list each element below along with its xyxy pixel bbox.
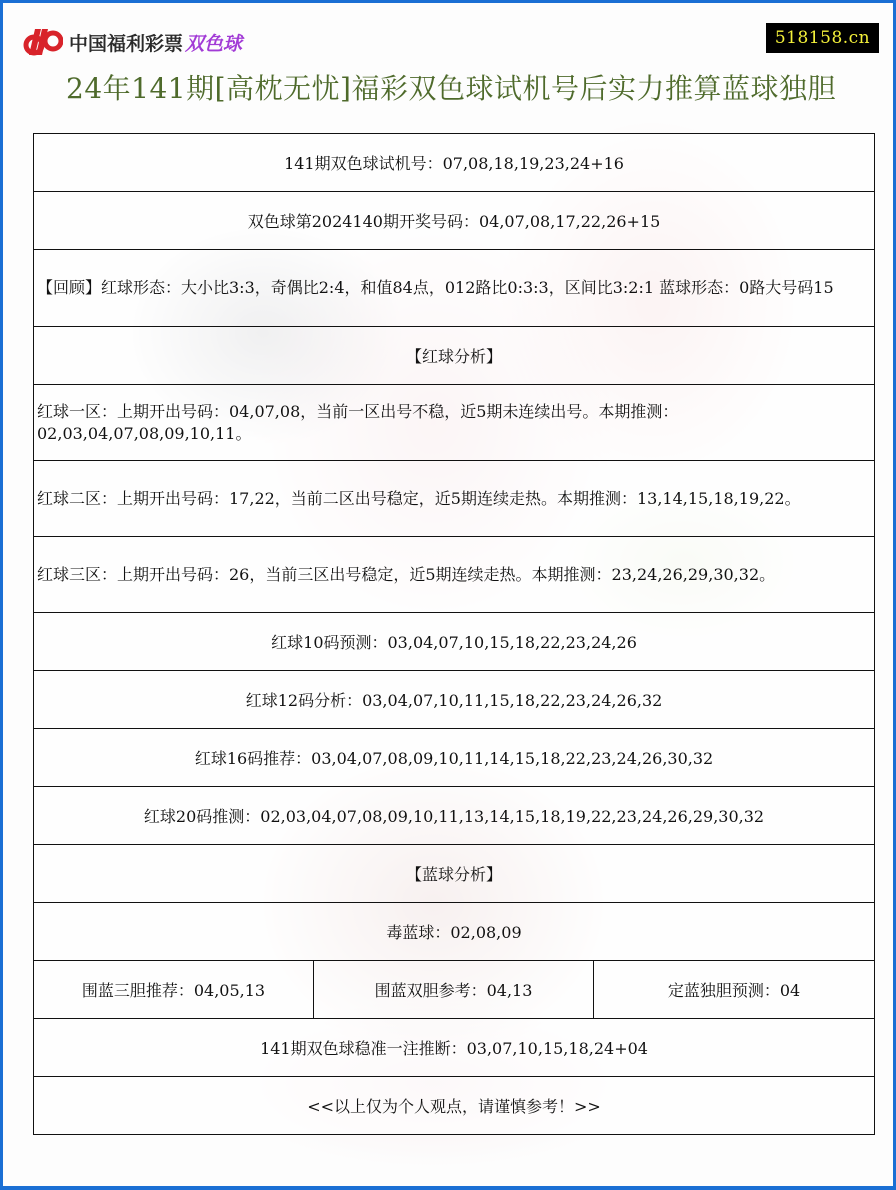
table-row (34, 327, 875, 385)
table-row (34, 903, 875, 961)
table-row (34, 192, 875, 250)
table-row (34, 845, 875, 903)
blue-two-picks: 围蓝双胆参考：04,13 (314, 961, 594, 1019)
disclaimer: <<以上仅为个人观点，请谨慎参考！>> (34, 1077, 875, 1135)
welfare-lottery-logo (23, 25, 242, 59)
table-row (34, 729, 875, 787)
site-badge[interactable]: 518158.cn (766, 23, 879, 53)
table-row (34, 613, 875, 671)
table-row (34, 961, 875, 1019)
red-10-prediction: 红球10码预测：03,04,07,10,15,18,22,23,24,26 (34, 613, 875, 671)
red-zone-2: 红球二区：上期开出号码：17,22，当前二区出号稳定，近5期连续走热。本期推测：13,14,15,18,19,22。 (34, 461, 875, 537)
red-zone-1: 红球一区：上期开出号码：04,07,08，当前一区出号不稳，近5期未连续出号。本期推测：02,03,04,07,08,09,10,11。 (34, 385, 875, 461)
red-20-prediction: 红球20码推测：02,03,04,07,08,09,10,11,13,14,15,18,19,22,23,24,26,29,30,32 (34, 787, 875, 845)
table-row (34, 787, 875, 845)
logo-text: 中国福利彩票 (69, 32, 184, 55)
table-row (34, 1077, 875, 1135)
logo-brand: 双色球 (185, 32, 243, 55)
red-section-title: 【红球分析】 (34, 327, 875, 385)
table-row (34, 250, 875, 327)
review-text: 【回顾】红球形态：大小比3:3，奇偶比2:4，和值84点，012路比0:3:3，区间比3:2:1 蓝球形态：0路大号码15 (34, 250, 875, 327)
red-12-analysis: 红球12码分析：03,04,07,10,11,15,18,22,23,24,26,32 (34, 671, 875, 729)
table-row (34, 461, 875, 537)
prediction-table (33, 133, 875, 1135)
last-draw-numbers: 双色球第2024140期开奖号码：04,07,08,17,22,26+15 (34, 192, 875, 250)
final-pick: 141期双色球稳准一注推断：03,07,10,15,18,24+04 (34, 1019, 875, 1077)
table-row (34, 671, 875, 729)
table-row (34, 1019, 875, 1077)
cwl-logo-icon (23, 25, 63, 59)
red-16-recommend: 红球16码推荐：03,04,07,08,09,10,11,14,15,18,22,23,24,26,30,32 (34, 729, 875, 787)
table-row (34, 537, 875, 613)
page-title: 24年141期[高枕无忧]福彩双色球试机号后实力推算蓝球独胆 (66, 72, 836, 105)
blue-three-picks: 围蓝三胆推荐：04,05,13 (34, 961, 314, 1019)
blue-single-pick: 定蓝独胆预测：04 (594, 961, 875, 1019)
blue-section-title: 【蓝球分析】 (34, 845, 875, 903)
red-zone-3: 红球三区：上期开出号码：26，当前三区出号稳定，近5期连续走热。本期推测：23,24,26,29,30,32。 (34, 537, 875, 613)
test-numbers: 141期双色球试机号：07,08,18,19,23,24+16 (34, 134, 875, 192)
blue-kill-numbers: 毒蓝球：02,08,09 (34, 903, 875, 961)
table-row (34, 385, 875, 461)
table-row (34, 134, 875, 192)
